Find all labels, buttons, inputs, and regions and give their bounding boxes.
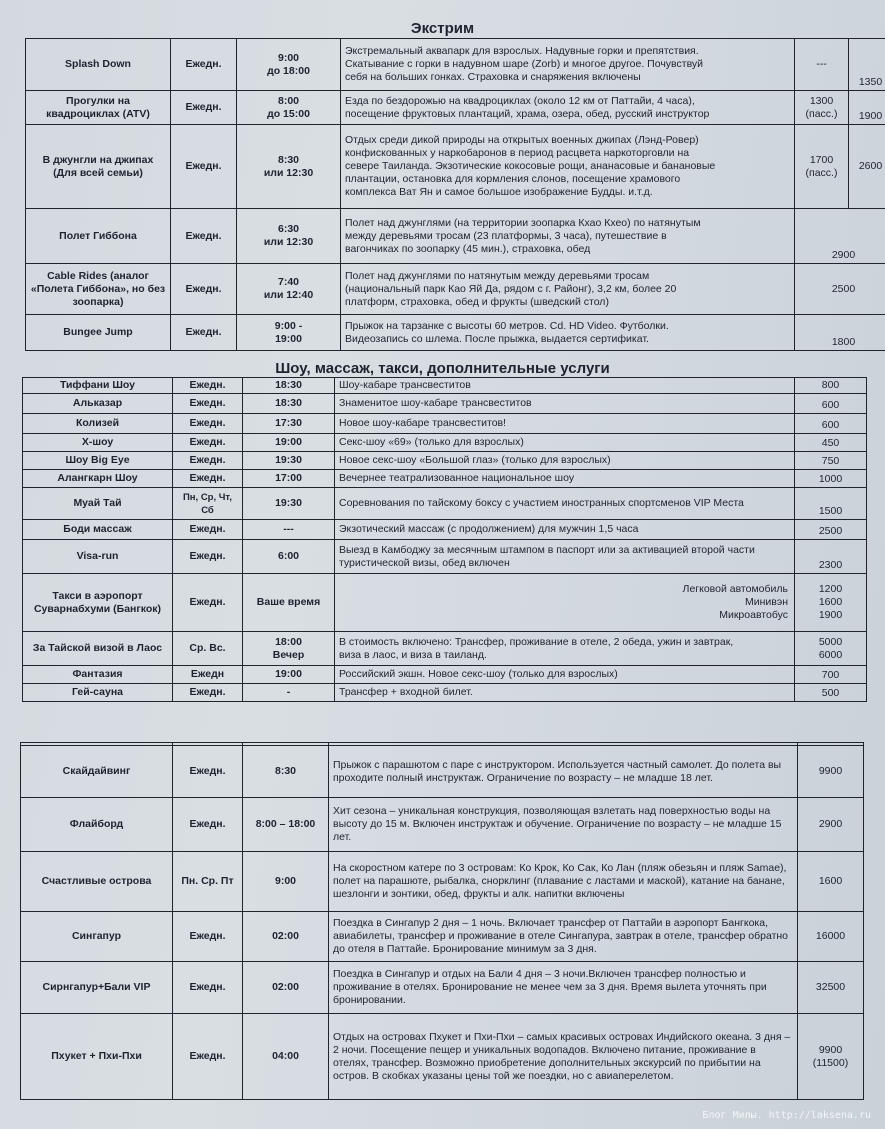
- extra-table: [20, 742, 864, 1100]
- show-frequency: Пн, Ср, Чт, Сб: [173, 488, 243, 520]
- table-row: [26, 315, 885, 351]
- show-price: 500: [795, 684, 867, 702]
- tour-name: Bungee Jump: [26, 315, 171, 351]
- tour-frequency: Ежедн.: [171, 264, 237, 315]
- show-time: 19:30: [243, 488, 335, 520]
- extra-name: Пхукет + Пхи-Пхи: [21, 1014, 173, 1100]
- taxi-frequency: Ежедн.: [173, 574, 243, 632]
- show-time: 19:00: [243, 434, 335, 452]
- extra-frequency: Ежедн.: [173, 798, 243, 852]
- show-price: 800: [795, 378, 867, 394]
- extra-price: 9900: [798, 746, 864, 798]
- extra-frequency: Ежедн.: [173, 912, 243, 962]
- extra-price: 32500: [798, 962, 864, 1014]
- extra-time: 02:00: [243, 912, 329, 962]
- extra-price: 2900: [798, 798, 864, 852]
- show-time: -: [243, 684, 335, 702]
- extra-description: Поездка в Сингапур и отдых на Бали 4 дня – 3 ночи.Включен трансфер полностью и проживание в отелях. Бронирование не менее чем за 3 дня. Время вылета уточнять при бронировании.: [329, 962, 798, 1014]
- extra-frequency: Ежедн.: [173, 746, 243, 798]
- show-name: Боди массаж: [23, 520, 173, 540]
- table-row: [23, 520, 867, 540]
- laos-name: За Тайской визой в Лаос: [23, 632, 173, 666]
- show-frequency: Ежедн.: [173, 394, 243, 414]
- tour-price: 2600: [849, 125, 885, 209]
- table-row: [23, 488, 867, 520]
- show-description: Новое секс-шоу «Большой глаз» (только для взрослых): [335, 452, 795, 470]
- tour-time: 9:00 до 18:00: [237, 39, 341, 91]
- tour-description: Полет над джунглями (на территории зоопарка Кхао Кхео) по натянутым между деревьями тросам (23 платформы, 3 часа), путешествие в вагончиках по зоопарку (45 мин.), страховка, обед: [341, 209, 795, 264]
- show-time: 18:30: [243, 378, 335, 394]
- tour-name: Splash Down: [26, 39, 171, 91]
- table-row: [26, 264, 885, 315]
- show-time: 19:00: [243, 666, 335, 684]
- show-description: Соревнования по тайскому боксу с участием иностранных спортсменов VIP Места: [335, 488, 795, 520]
- tour-name: Прогулки на квадроциклах (ATV): [26, 91, 171, 125]
- show-name: Колизей: [23, 414, 173, 434]
- show-name: Гей-сауна: [23, 684, 173, 702]
- laos-frequency: Ср. Вс.: [173, 632, 243, 666]
- show-description: Знаменитое шоу-кабаре трансвеститов: [335, 394, 795, 414]
- table-row: [23, 540, 867, 574]
- tour-description: Полет над джунглями по натянутым между деревьями тросам (национальный парк Као Яй Да, рядом с г. Районг), 3,2 км, более 20 платформ, страховка, обед и фрукты (шведский стол): [341, 264, 795, 315]
- show-price: 1500: [795, 488, 867, 520]
- table-row: [21, 1014, 864, 1100]
- section-title-show: Шоу, массаж, такси, дополнительные услуги: [275, 360, 610, 377]
- extra-frequency: Ежедн.: [173, 1014, 243, 1100]
- show-price: 2500: [795, 520, 867, 540]
- show-name: Муай Тай: [23, 488, 173, 520]
- table-row: [23, 574, 867, 632]
- tour-price-1: 1300 (пасс.): [795, 91, 849, 125]
- show-description: Трансфер + входной билет.: [335, 684, 795, 702]
- show-price: 700: [795, 666, 867, 684]
- extra-time: 02:00: [243, 962, 329, 1014]
- show-time: 6:00: [243, 540, 335, 574]
- taxi-time: Ваше время: [243, 574, 335, 632]
- show-name: Х-шоу: [23, 434, 173, 452]
- show-frequency: Ежедн.: [173, 520, 243, 540]
- extra-time: 9:00: [243, 852, 329, 912]
- table-row: [21, 746, 864, 798]
- footer-watermark: Блог Милы. http://laksena.ru: [702, 1110, 871, 1121]
- extra-description: Хит сезона – уникальная конструкция, позволяющая взлетать над поверхностью воды на высоту до 15 м. Включен инструктаж и обучение. Ограничение по возрасту – не младше 15 лет.: [329, 798, 798, 852]
- extra-frequency: Пн. Ср. Пт: [173, 852, 243, 912]
- laos-description: В стоимость включено: Трансфер, проживание в отеле, 2 обеда, ужин и завтрак, виза в лаос, и виза в таиланд.: [335, 632, 795, 666]
- extra-description: Поездка в Сингапур 2 дня – 1 ночь. Включает трансфер от Паттайи в аэропорт Бангкока, авиабилеты, трансфер и проживание в отеле Сингапура, завтрак в отеле, трансфер обратно до отеля в Паттайе. Бронирование минимум за 3 дня.: [329, 912, 798, 962]
- show-table: [22, 377, 867, 702]
- tour-price: 1350: [849, 39, 885, 91]
- show-name: Альказар: [23, 394, 173, 414]
- extra-description: Отдых на островах Пхукет и Пхи-Пхи – самых красивых островах Индийского океана. 3 дня – 2 ночи. Посещение пещер и уникальных водопадов. Включено питание, проживание в отелях, трансфер. Возможно приобретение дополнительных экскурсий по прибытии на остров. В скобках указаны цены той же поездки, но с авиаперелетом.: [329, 1014, 798, 1100]
- show-frequency: Ежедн.: [173, 434, 243, 452]
- show-name: Visa-run: [23, 540, 173, 574]
- extra-description: На скоростном катере по 3 островам: Ко Крок, Ко Сак, Ко Лан (пляж обезьян и пляж Samae), полет на парашюте, рыбалка, снорклинг (плавание с ластами и маской), катание на банане, шезлонги и зонтики, обед, фрукты и алк. напитки включены: [329, 852, 798, 912]
- extra-name: Скайдайвинг: [21, 746, 173, 798]
- tour-price-1: 1700 (пасс.): [795, 125, 849, 209]
- tour-description: Отдых среди дикой природы на открытых военных джипах (Лэнд-Ровер) конфискованных у наркобаронов в период расцвета наркоторговли на севере Таиланда. Экзотические кокосовые рощи, ананасовые и банановые плантации, остановка для кормления слонов, посещение храмового комплекса Ват Ян и самое большое изображение Будды. и.т.д.: [341, 125, 795, 209]
- show-frequency: Ежедн.: [173, 452, 243, 470]
- show-description: Вечернее театрализованное национальное шоу: [335, 470, 795, 488]
- table-row: [26, 91, 885, 125]
- table-row: [23, 452, 867, 470]
- show-price: 600: [795, 394, 867, 414]
- extreme-table: [25, 38, 885, 351]
- extra-time: 04:00: [243, 1014, 329, 1100]
- show-name: Фантазия: [23, 666, 173, 684]
- tour-time: 8:00 до 15:00: [237, 91, 341, 125]
- extra-name: Сирнгапур+Бали VIP: [21, 962, 173, 1014]
- show-name: Алангкарн Шоу: [23, 470, 173, 488]
- tour-time: 9:00 - 19:00: [237, 315, 341, 351]
- table-row: [23, 378, 867, 394]
- show-description: Шоу-кабаре трансвеститов: [335, 378, 795, 394]
- tour-frequency: Ежедн.: [171, 315, 237, 351]
- table-row: [26, 209, 885, 264]
- show-price: 750: [795, 452, 867, 470]
- laos-prices: 5000 6000: [795, 632, 867, 666]
- show-description: Российский экшн. Новое секс-шоу (только для взрослых): [335, 666, 795, 684]
- section-title-extreme: Экстрим: [410, 20, 475, 37]
- show-price: 2300: [795, 540, 867, 574]
- table-row: [26, 125, 885, 209]
- extra-name: Счастливые острова: [21, 852, 173, 912]
- table-row: [21, 912, 864, 962]
- table-row: [23, 414, 867, 434]
- show-description: Секс-шоу «69» (только для взрослых): [335, 434, 795, 452]
- tour-name: Полет Гиббона: [26, 209, 171, 264]
- tour-name: В джунгли на джипах (Для всей семьи): [26, 125, 171, 209]
- show-frequency: Ежедн.: [173, 540, 243, 574]
- tour-frequency: Ежедн.: [171, 39, 237, 91]
- show-name: Тиффани Шоу: [23, 378, 173, 394]
- tour-frequency: Ежедн.: [171, 91, 237, 125]
- table-row: [23, 470, 867, 488]
- tour-time: 6:30 или 12:30: [237, 209, 341, 264]
- table-row: [21, 962, 864, 1014]
- tour-price-1: ---: [795, 39, 849, 91]
- tour-price: 2900: [795, 209, 885, 264]
- tour-price: 1900: [849, 91, 885, 125]
- taxi-prices: 1200 1600 1900: [795, 574, 867, 632]
- taxi-name: Такси в аэропорт Суварнабхуми (Бангкок): [23, 574, 173, 632]
- show-description: Экзотический массаж (с продолжением) для мужчин 1,5 часа: [335, 520, 795, 540]
- tour-price: 1800: [795, 315, 885, 351]
- extra-price: 9900 (11500): [798, 1014, 864, 1100]
- tour-time: 7:40 или 12:40: [237, 264, 341, 315]
- show-time: 19:30: [243, 452, 335, 470]
- tour-description: Экстремальный аквапарк для взрослых. Надувные горки и препятствия. Скатывание с горки в надувном шаре (Zorb) и многое другое. Почувствуй себя на больших гонках. Страховка и снаряжения включены: [341, 39, 795, 91]
- show-price: 450: [795, 434, 867, 452]
- table-row: [21, 852, 864, 912]
- table-row: [23, 684, 867, 702]
- tour-price: 2500: [795, 264, 885, 315]
- show-description: Выезд в Камбоджу за месячным штампом в паспорт или за активацией второй части туристической визы, обед включен: [335, 540, 795, 574]
- table-row: [23, 434, 867, 452]
- tour-frequency: Ежедн.: [171, 209, 237, 264]
- show-frequency: Ежедн.: [173, 378, 243, 394]
- show-frequency: Ежедн.: [173, 470, 243, 488]
- table-row: [23, 394, 867, 414]
- show-time: 17:00: [243, 470, 335, 488]
- show-time: 18:30: [243, 394, 335, 414]
- table-row: [21, 798, 864, 852]
- extra-time: 8:00 – 18:00: [243, 798, 329, 852]
- extra-name: Флайборд: [21, 798, 173, 852]
- show-time: 17:30: [243, 414, 335, 434]
- extra-frequency: Ежедн.: [173, 962, 243, 1014]
- show-price: 600: [795, 414, 867, 434]
- show-frequency: Ежедн.: [173, 414, 243, 434]
- extra-price: 16000: [798, 912, 864, 962]
- show-description: Новое шоу-кабаре трансвеститов!: [335, 414, 795, 434]
- table-row: [23, 666, 867, 684]
- taxi-options: Легковой автомобиль Минивэн Микроавтобус: [335, 574, 795, 632]
- tour-description: Езда по бездорожью на квадроциклах (около 12 км от Паттайи, 4 часа), посещение фруктовых плантаций, храма, озера, обед, русский инструктор: [341, 91, 795, 125]
- extra-time: 8:30: [243, 746, 329, 798]
- extra-name: Сингапур: [21, 912, 173, 962]
- extra-description: Прыжок с парашютом с паре с инструктором. Используется частный самолет. До полета вы проходите полный инструктаж. Ограничение по возрасту – не младше 18 лет.: [329, 746, 798, 798]
- show-frequency: Ежедн.: [173, 684, 243, 702]
- laos-time: 18:00 Вечер: [243, 632, 335, 666]
- tour-frequency: Ежедн.: [171, 125, 237, 209]
- extra-price: 1600: [798, 852, 864, 912]
- tour-time: 8:30 или 12:30: [237, 125, 341, 209]
- table-row: [26, 39, 885, 91]
- tour-description: Прыжок на тарзанке с высоты 60 метров. Cd. HD Video. Футболки. Видеозапись со шлема. После прыжка, выдается сертификат.: [341, 315, 795, 351]
- show-time: ---: [243, 520, 335, 540]
- show-name: Шоу Big Eye: [23, 452, 173, 470]
- show-frequency: Ежедн: [173, 666, 243, 684]
- show-price: 1000: [795, 470, 867, 488]
- tour-name: Cable Rides (аналог «Полета Гиббона», но без зоопарка): [26, 264, 171, 315]
- table-row: [23, 632, 867, 666]
